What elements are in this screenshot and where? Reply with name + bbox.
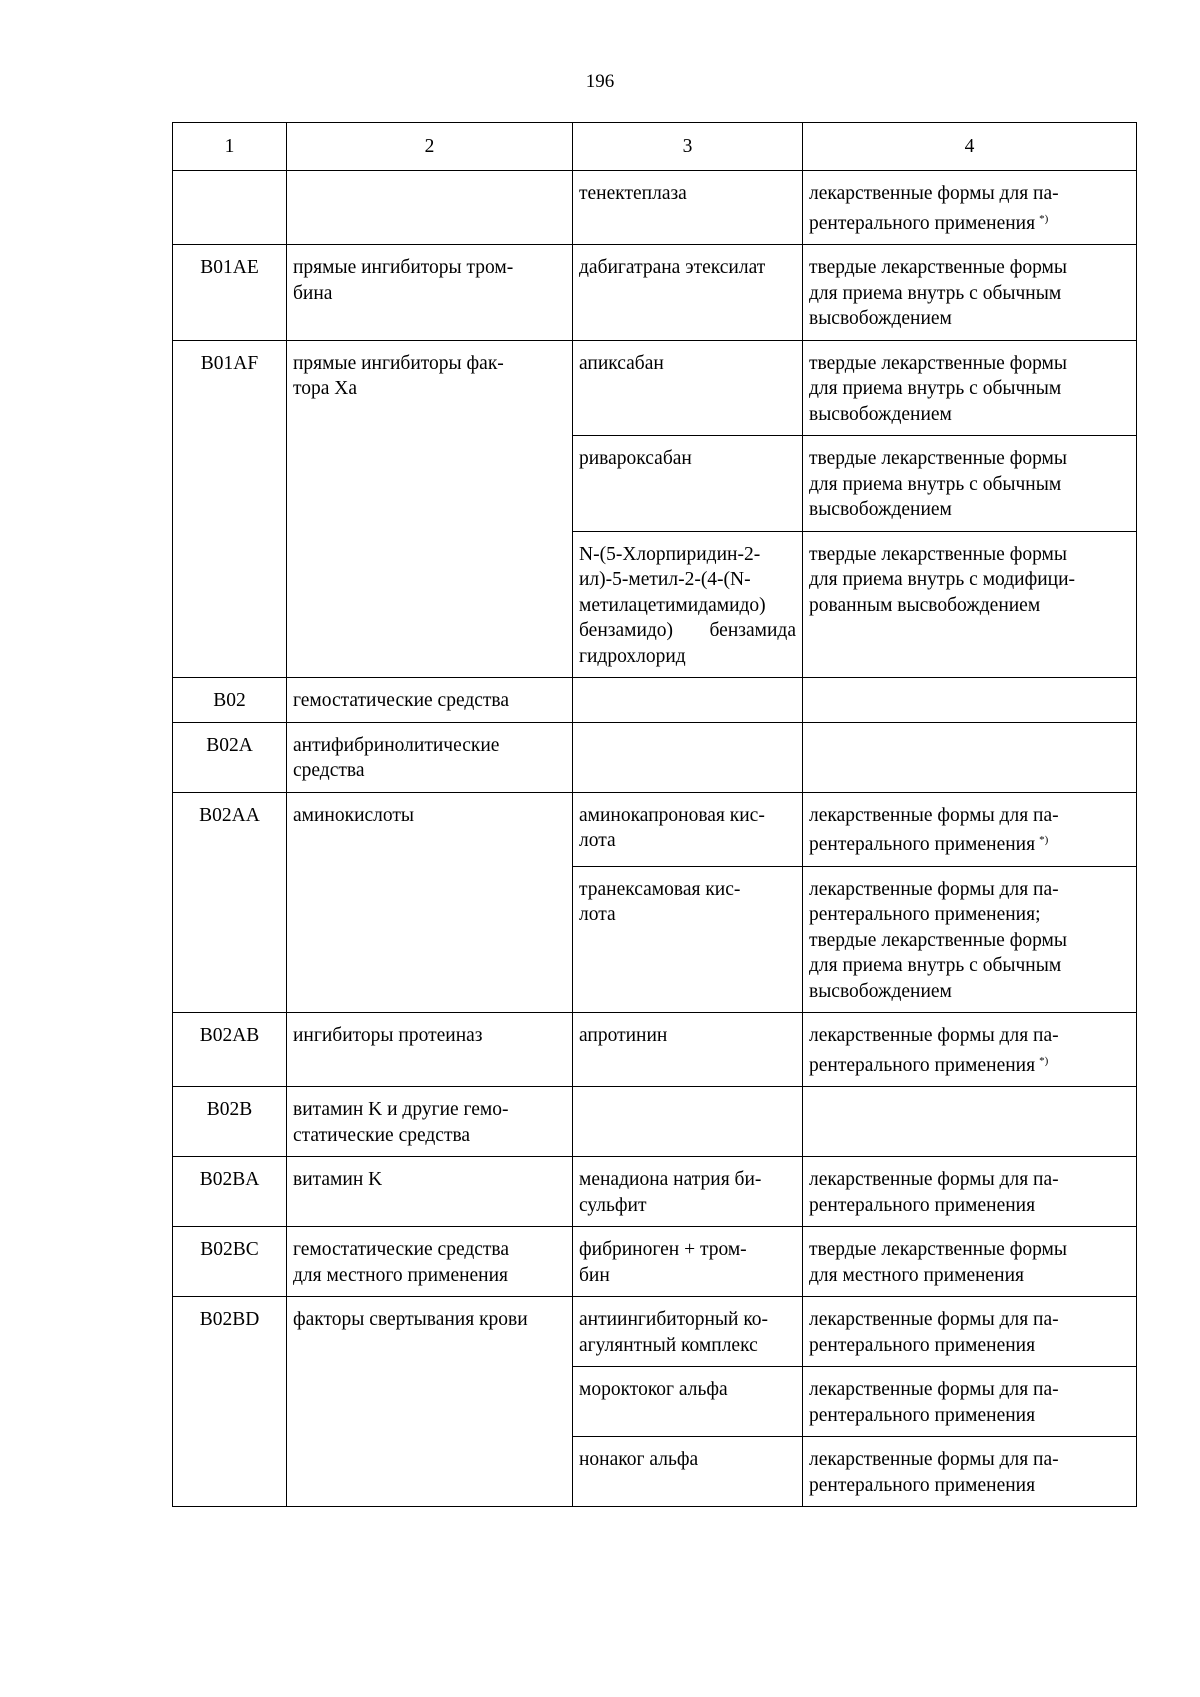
atc-group-cell-line: тора Ха: [293, 378, 358, 399]
footnote-mark: *): [1039, 834, 1049, 846]
dosage-form-cell-line: рентерального применения *): [809, 834, 1049, 855]
atc-group-cell-line: гемостатические средства: [293, 1239, 510, 1260]
atc-code-cell: [173, 245, 287, 341]
table-row: [173, 1157, 1137, 1227]
dosage-form-cell-line: рентерального применения: [809, 1404, 1036, 1426]
drug-name-cell-line: агулянтный комплекс: [579, 1334, 758, 1356]
dosage-form-cell: [803, 171, 1137, 245]
table-row: [173, 171, 1137, 245]
dosage-form-cell-line: для приема внутрь с обычным: [809, 473, 1062, 495]
drug-name-cell-line: гидрохлорид: [579, 645, 686, 667]
atc-group-cell-line: ингибиторы протеиназ: [293, 1025, 483, 1046]
drug-name-cell: [573, 1157, 803, 1227]
drug-name-cell-line: метилацетимидамидо): [579, 594, 766, 616]
drug-name-cell: [573, 531, 803, 678]
atc-code-cell-line: B02: [213, 690, 246, 711]
drug-name-cell: [573, 1227, 803, 1297]
atc-group-cell: [287, 722, 573, 792]
drug-name-cell-line: лота: [579, 904, 616, 925]
drug-name-cell: [573, 866, 803, 1013]
drug-name-cell: [573, 792, 803, 866]
atc-group-cell-line: витамин K: [293, 1169, 383, 1190]
dosage-form-cell: [803, 245, 1137, 341]
drug-name-cell-line: лота: [579, 830, 616, 851]
atc-code-cell: [173, 722, 287, 792]
dosage-form-cell-line: рентерального применения *): [809, 212, 1049, 234]
drug-name-cell: [573, 340, 803, 436]
dosage-form-cell: [803, 1437, 1137, 1507]
atc-group-cell: [287, 1157, 573, 1227]
drug-list-table: [172, 122, 1137, 1507]
atc-group-cell: [287, 1087, 573, 1157]
atc-group-cell-line: гемостатические средства: [293, 690, 510, 711]
table-row: [173, 1013, 1137, 1087]
atc-code-cell: [173, 792, 287, 1013]
footnote-mark: *): [1039, 212, 1049, 225]
drug-name-cell-line: транексамовая кис-: [579, 878, 741, 900]
table-row: [173, 245, 1137, 341]
dosage-form-cell-line: для приема внутрь с обычным: [809, 282, 1062, 304]
drug-name-cell: [573, 678, 803, 723]
dosage-form-cell-line: твердые лекарственные формы: [809, 257, 1067, 278]
atc-group-cell: [287, 171, 573, 245]
atc-code-cell: [173, 1157, 287, 1227]
atc-group-cell: [287, 245, 573, 341]
drug-name-cell-line: бензамидо) бензамида: [579, 620, 796, 641]
table-row: [173, 1227, 1137, 1297]
drug-name-cell: [573, 1087, 803, 1157]
dosage-form-cell-line: лекарственные формы для па-: [809, 1025, 1059, 1046]
dosage-form-cell: [803, 340, 1137, 436]
atc-code-cell-line: B02BA: [199, 1169, 260, 1190]
atc-code-cell-line: B01AE: [200, 257, 259, 278]
table-body: [173, 171, 1137, 1507]
drug-name-cell-line: бин: [579, 1264, 610, 1286]
dosage-form-cell-line: для приема внутрь с обычным: [809, 378, 1062, 399]
dosage-form-cell: [803, 1227, 1137, 1297]
dosage-form-cell-line: твердые лекарственные формы: [809, 352, 1067, 374]
dosage-form-cell-line: рентерального применения;: [809, 904, 1041, 925]
atc-code-cell: [173, 1087, 287, 1157]
table-row: [173, 722, 1137, 792]
drug-name-cell: [573, 1297, 803, 1367]
dosage-form-cell-line: для приема внутрь с обычным: [809, 955, 1062, 976]
atc-group-cell-line: бина: [293, 282, 333, 304]
dosage-form-cell-line: для местного применения: [809, 1264, 1025, 1286]
drug-name-cell-line: N-(5-Хлорпиридин-2-: [579, 543, 761, 565]
atc-group-cell: [287, 1227, 573, 1297]
dosage-form-cell-line: лекарственные формы для па-: [809, 1379, 1059, 1400]
dosage-form-cell-line: лекарственные формы для па-: [809, 183, 1059, 204]
dosage-form-cell-line: лекарственные формы для па-: [809, 1449, 1059, 1470]
atc-group-cell-line: факторы свертывания крови: [293, 1309, 528, 1330]
drug-name-cell-line: сульфит: [579, 1194, 647, 1216]
atc-code-cell-line: B01AF: [200, 352, 259, 374]
dosage-form-cell-line: рентерального применения: [809, 1474, 1036, 1496]
atc-group-cell-line: антифибринолитические: [293, 734, 500, 756]
drug-name-cell-line: антиингибиторный ко-: [579, 1309, 769, 1330]
dosage-form-cell-line: твердые лекарственные формы: [809, 448, 1067, 469]
drug-name-cell-line: фибриноген + тром-: [579, 1239, 747, 1260]
dosage-form-cell: [803, 436, 1137, 532]
dosage-form-cell: [803, 866, 1137, 1013]
atc-group-cell-line: для местного применения: [293, 1264, 509, 1286]
dosage-form-cell-line: высвобождением: [809, 403, 952, 425]
atc-code-cell: [173, 1297, 287, 1507]
atc-group-cell-line: статические средства: [293, 1124, 471, 1146]
drug-name-cell-line: мороктоког альфа: [579, 1379, 728, 1400]
drug-name-cell: [573, 436, 803, 532]
dosage-form-cell-line: рентерального применения: [809, 1194, 1036, 1216]
table-row: [173, 1297, 1137, 1367]
dosage-form-cell-line: высвобождением: [809, 980, 952, 1002]
dosage-form-cell: [803, 531, 1137, 678]
dosage-form-cell-line: рованным высвобождением: [809, 594, 1041, 616]
drug-name-cell: [573, 245, 803, 341]
drug-name-cell: [573, 171, 803, 245]
atc-group-cell: [287, 340, 573, 678]
atc-code-cell-line: B02BD: [199, 1309, 260, 1330]
atc-group-cell-line: прямые ингибиторы тром-: [293, 257, 514, 278]
atc-code-cell: [173, 1013, 287, 1087]
dosage-form-cell-line: рентерального применения *): [809, 1054, 1049, 1076]
drug-name-cell: [573, 1437, 803, 1507]
dosage-form-cell: [803, 1013, 1137, 1087]
atc-group-cell: [287, 792, 573, 1013]
dosage-form-cell-line: твердые лекарственные формы: [809, 929, 1067, 951]
drug-name-cell: [573, 1367, 803, 1437]
drug-name-cell-line: нонаког альфа: [579, 1449, 699, 1470]
atc-group-cell-line: средства: [293, 760, 365, 781]
drug-name-cell-line: апиксабан: [579, 352, 664, 374]
drug-name-cell: [573, 1013, 803, 1087]
table-header-row: [173, 123, 1137, 171]
dosage-form-cell-line: лекарственные формы для па-: [809, 878, 1059, 900]
drug-name-cell-line: ривароксабан: [579, 448, 692, 469]
atc-group-cell: [287, 1297, 573, 1507]
atc-group-cell-line: аминокислоты: [293, 804, 415, 826]
dosage-form-cell-line: высвобождением: [809, 308, 952, 329]
dosage-form-cell-line: рентерального применения: [809, 1334, 1036, 1356]
table-row: [173, 340, 1137, 436]
dosage-form-cell-line: высвобождением: [809, 499, 952, 520]
dosage-form-cell: [803, 678, 1137, 723]
table-row: [173, 678, 1137, 723]
dosage-form-cell: [803, 792, 1137, 866]
drug-name-cell-line: аминокапроновая кис-: [579, 804, 765, 826]
dosage-form-cell: [803, 1157, 1137, 1227]
atc-code-cell-line: B02AA: [199, 804, 260, 826]
dosage-form-cell-line: твердые лекарственные формы: [809, 1239, 1067, 1260]
atc-group-cell-line: витамин K и другие гемо-: [293, 1099, 509, 1120]
dosage-form-cell: [803, 722, 1137, 792]
atc-code-cell: [173, 678, 287, 723]
column-header: 4: [803, 123, 1137, 171]
drug-name-cell-line: менадиона натрия би-: [579, 1169, 762, 1190]
atc-code-cell-line: B02BC: [200, 1239, 259, 1260]
atc-group-cell: [287, 1013, 573, 1087]
footnote-mark: *): [1039, 1054, 1049, 1067]
drug-name-cell: [573, 722, 803, 792]
atc-code-cell-line: B02AB: [199, 1025, 260, 1046]
dosage-form-cell-line: лекарственные формы для па-: [809, 804, 1059, 826]
drug-name-cell-line: апротинин: [579, 1025, 668, 1046]
column-header: 1: [173, 123, 287, 171]
dosage-form-cell: [803, 1297, 1137, 1367]
table-row: [173, 1087, 1137, 1157]
atc-code-cell-line: B02B: [206, 1099, 253, 1120]
page-number: 196: [585, 71, 615, 92]
dosage-form-cell: [803, 1367, 1137, 1437]
atc-code-cell: [173, 171, 287, 245]
dosage-form-cell-line: твердые лекарственные формы: [809, 543, 1067, 565]
dosage-form-cell-line: лекарственные формы для па-: [809, 1169, 1059, 1190]
atc-code-cell-line: B02A: [206, 734, 253, 756]
column-header: 2: [287, 123, 573, 171]
dosage-form-cell: [803, 1087, 1137, 1157]
drug-name-cell-line: ил)-5-метил-2-(4-(N-: [579, 569, 751, 590]
atc-group-cell: [287, 678, 573, 723]
atc-code-cell: [173, 1227, 287, 1297]
dosage-form-cell-line: для приема внутрь с модифици-: [809, 569, 1076, 590]
atc-code-cell: [173, 340, 287, 678]
column-header: 3: [573, 123, 803, 171]
table-row: [173, 792, 1137, 866]
atc-group-cell-line: прямые ингибиторы фак-: [293, 352, 504, 374]
dosage-form-cell-line: лекарственные формы для па-: [809, 1309, 1059, 1330]
drug-name-cell-line: тенектеплаза: [579, 183, 687, 204]
drug-name-cell-line: дабигатрана этексилат: [579, 257, 766, 278]
